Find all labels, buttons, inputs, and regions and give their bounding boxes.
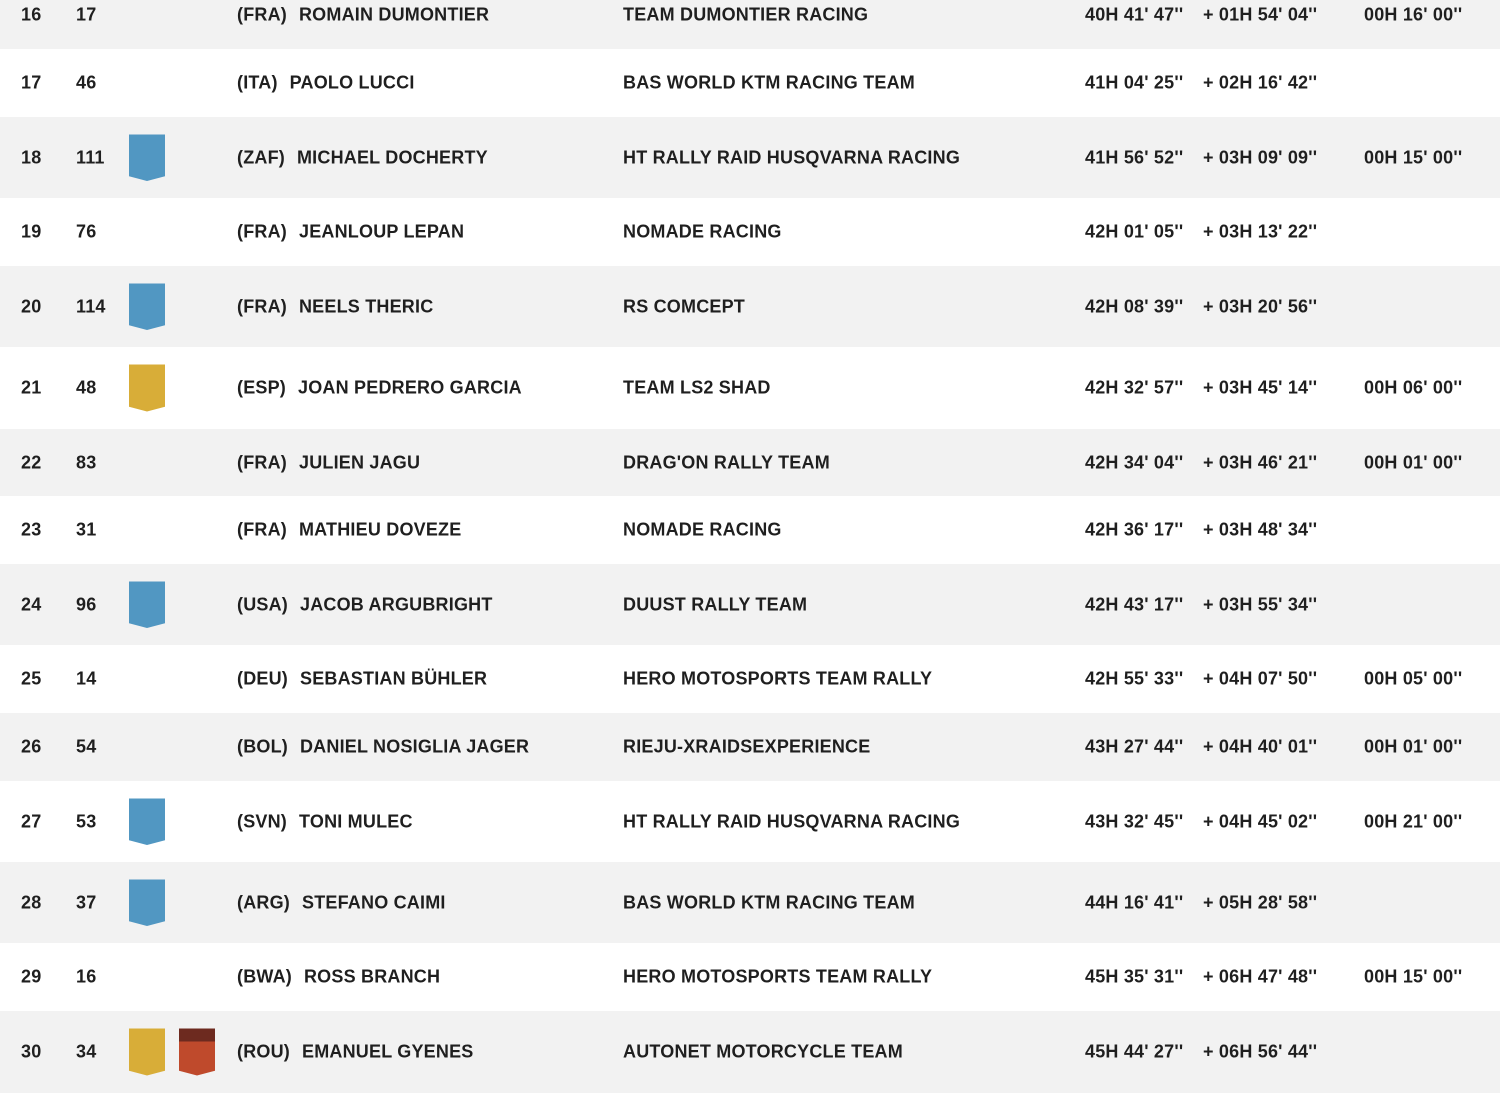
bike-number-cell: 111 — [76, 147, 105, 167]
bike-number-cell: 48 — [76, 377, 97, 398]
table-row[interactable] — [0, 266, 1500, 347]
gap-cell: + 03H 09' 09'' — [1203, 147, 1318, 167]
nationality-cell: (FRA) — [237, 296, 287, 316]
gold-category-badge-icon — [129, 1029, 165, 1076]
bike-number-cell: 76 — [76, 221, 97, 242]
gap-cell: + 06H 47' 48'' — [1203, 966, 1318, 987]
rider-cell — [237, 892, 446, 913]
total-time-cell: 42H 32' 57'' — [1085, 377, 1184, 398]
gap-cell: + 02H 16' 42'' — [1203, 72, 1318, 93]
penalty-cell: 00H 05' 00'' — [1364, 668, 1463, 689]
total-time-cell: 42H 08' 39'' — [1085, 296, 1184, 316]
nationality-cell: (ROU) — [237, 1041, 290, 1062]
nationality-cell: (FRA) — [237, 519, 287, 540]
total-time-cell: 42H 01' 05'' — [1085, 221, 1184, 242]
penalty-cell: 00H 01' 00'' — [1364, 736, 1463, 757]
rider-name[interactable]: TONI MULEC — [299, 811, 413, 831]
rider-name[interactable]: MICHAEL DOCHERTY — [296, 147, 488, 167]
position-cell: 26 — [21, 736, 42, 757]
rider-name[interactable]: JULIEN JAGU — [298, 452, 421, 472]
total-time-cell: 43H 27' 44'' — [1085, 736, 1184, 757]
rider-name[interactable]: EMANUEL GYENES — [302, 1041, 474, 1062]
nationality-cell: (BOL) — [237, 736, 288, 757]
table-row[interactable] — [0, 0, 1500, 49]
table-row[interactable] — [0, 429, 1500, 496]
rider-cell — [237, 452, 420, 473]
rider-cell — [237, 811, 413, 832]
team-cell: HT RALLY RAID HUSQVARNA RACING — [623, 811, 961, 831]
rider-cell — [237, 222, 464, 243]
bike-number-cell: 53 — [76, 811, 97, 831]
rider-cell — [237, 378, 522, 399]
gap-cell: + 03H 55' 34'' — [1203, 594, 1318, 614]
gold-category-badge-icon — [129, 365, 165, 412]
rider-name[interactable]: STEFANO CAIMI — [302, 892, 446, 912]
penalty-cell: 00H 15' 00'' — [1364, 147, 1463, 167]
team-cell: RIEJU-XRAIDSEXPERIENCE — [623, 736, 871, 757]
table-row[interactable] — [0, 49, 1500, 117]
bike-number-cell: 114 — [76, 296, 106, 316]
table-row[interactable] — [0, 198, 1500, 266]
penalty-cell: 00H 15' 00'' — [1364, 966, 1463, 987]
gap-cell: + 03H 46' 21'' — [1203, 452, 1318, 472]
bike-number-cell: 34 — [76, 1041, 97, 1062]
position-cell: 25 — [21, 668, 42, 689]
team-cell: BAS WORLD KTM RACING TEAM — [623, 72, 915, 93]
blue-category-badge-icon — [129, 798, 165, 845]
rider-name[interactable]: NEELS THERIC — [298, 296, 434, 316]
position-cell: 28 — [21, 892, 42, 912]
total-time-cell: 44H 16' 41'' — [1085, 892, 1184, 912]
bike-number-cell: 17 — [76, 4, 97, 24]
team-cell: DUUST RALLY TEAM — [623, 594, 808, 614]
rider-cell — [237, 737, 529, 758]
total-time-cell: 45H 44' 27'' — [1085, 1041, 1184, 1062]
bike-number-cell: 16 — [76, 966, 97, 987]
table-row[interactable] — [0, 347, 1500, 429]
team-cell: DRAG'ON RALLY TEAM — [623, 452, 830, 472]
nationality-cell: (SVN) — [237, 811, 287, 831]
penalty-cell: 00H 21' 00'' — [1364, 811, 1463, 831]
team-cell: RS COMCEPT — [623, 296, 746, 316]
position-cell: 29 — [21, 966, 42, 987]
nationality-cell: (FRA) — [237, 4, 287, 24]
gap-cell: + 06H 56' 44'' — [1203, 1041, 1318, 1062]
team-cell: TEAM DUMONTIER RACING — [623, 4, 869, 24]
rider-cell — [237, 594, 493, 615]
team-cell: TEAM LS2 SHAD — [623, 377, 771, 398]
position-cell: 27 — [21, 811, 42, 831]
position-cell: 22 — [21, 452, 42, 472]
position-cell: 18 — [21, 147, 42, 167]
blue-category-badge-icon — [129, 134, 165, 181]
penalty-cell: 00H 16' 00'' — [1364, 4, 1463, 24]
table-row[interactable] — [0, 781, 1500, 862]
team-cell: HERO MOTOSPORTS TEAM RALLY — [623, 966, 933, 987]
total-time-cell: 42H 34' 04'' — [1085, 452, 1184, 472]
position-cell: 20 — [21, 296, 42, 316]
team-cell: HT RALLY RAID HUSQVARNA RACING — [623, 147, 961, 167]
total-time-cell: 41H 04' 25'' — [1085, 72, 1184, 93]
rider-cell — [237, 296, 433, 317]
table-row[interactable] — [0, 713, 1500, 781]
nationality-cell: (USA) — [237, 594, 288, 614]
team-cell: HERO MOTOSPORTS TEAM RALLY — [623, 668, 933, 689]
rider-name[interactable]: JACOB ARGUBRIGHT — [300, 594, 493, 614]
position-cell: 16 — [21, 4, 42, 24]
table-row[interactable] — [0, 117, 1500, 198]
gap-cell: + 03H 45' 14'' — [1203, 377, 1318, 398]
nationality-cell: (ESP) — [237, 377, 287, 398]
rider-cell — [237, 1042, 474, 1063]
bike-number-cell: 37 — [76, 892, 97, 912]
bike-number-cell: 31 — [76, 519, 97, 540]
penalty-cell: 00H 06' 00'' — [1364, 377, 1463, 398]
rider-cell — [237, 4, 489, 25]
table-row[interactable] — [0, 564, 1500, 645]
rider-cell — [237, 73, 415, 94]
bike-number-cell: 14 — [76, 668, 97, 689]
table-row[interactable] — [0, 862, 1500, 943]
team-cell: NOMADE RACING — [623, 221, 782, 242]
table-row[interactable] — [0, 1011, 1500, 1093]
table-row[interactable] — [0, 496, 1500, 564]
bike-number-cell: 54 — [76, 736, 97, 757]
gap-cell: + 04H 07' 50'' — [1203, 668, 1318, 689]
total-time-cell: 42H 43' 17'' — [1085, 594, 1184, 614]
blue-category-badge-icon — [129, 283, 165, 330]
table-row[interactable] — [0, 943, 1500, 1011]
total-time-cell: 45H 35' 31'' — [1085, 966, 1184, 987]
position-cell: 30 — [21, 1041, 42, 1062]
nationality-cell: (BWA) — [237, 966, 292, 987]
rider-name[interactable]: SEBASTIAN BÜHLER — [300, 668, 488, 689]
gap-cell: + 01H 54' 04'' — [1203, 4, 1318, 24]
blue-category-badge-icon — [129, 879, 165, 926]
position-cell: 17 — [21, 72, 42, 93]
gap-cell: + 04H 45' 02'' — [1203, 811, 1318, 831]
rider-name[interactable]: ROSS BRANCH — [303, 966, 441, 987]
position-cell: 19 — [21, 221, 42, 242]
gap-cell: + 03H 48' 34'' — [1203, 519, 1318, 540]
rider-cell — [237, 520, 461, 541]
nationality-cell: (ARG) — [237, 892, 290, 912]
penalty-cell: 00H 01' 00'' — [1364, 452, 1463, 472]
red-category-badge-icon — [179, 1029, 215, 1076]
total-time-cell: 42H 36' 17'' — [1085, 519, 1184, 540]
rider-name[interactable]: DANIEL NOSIGLIA JAGER — [299, 736, 530, 757]
gap-cell: + 05H 28' 58'' — [1203, 892, 1318, 912]
total-time-cell: 40H 41' 47'' — [1085, 4, 1184, 24]
team-cell: AUTONET MOTORCYCLE TEAM — [623, 1041, 903, 1062]
rider-name[interactable]: JEANLOUP LEPAN — [298, 221, 465, 242]
table-row[interactable] — [0, 645, 1500, 713]
rider-cell — [237, 147, 488, 168]
gap-cell: + 03H 13' 22'' — [1203, 221, 1318, 242]
rider-name[interactable]: JOAN PEDRERO GARCIA — [298, 377, 522, 398]
nationality-cell: (ITA) — [237, 72, 278, 93]
blue-category-badge-icon — [129, 581, 165, 628]
total-time-cell: 41H 56' 52'' — [1085, 147, 1184, 167]
total-time-cell: 43H 32' 45'' — [1085, 811, 1184, 831]
nationality-cell: (DEU) — [237, 668, 288, 689]
nationality-cell: (FRA) — [237, 221, 287, 242]
bike-number-cell: 46 — [76, 72, 97, 93]
nationality-cell: (ZAF) — [237, 147, 285, 167]
total-time-cell: 42H 55' 33'' — [1085, 668, 1184, 689]
position-cell: 21 — [21, 377, 42, 398]
rider-name[interactable]: MATHIEU DOVEZE — [298, 519, 462, 540]
bike-number-cell: 96 — [76, 594, 97, 614]
bike-number-cell: 83 — [76, 452, 97, 472]
rider-cell — [237, 967, 440, 988]
rider-cell — [237, 669, 487, 690]
nationality-cell: (FRA) — [237, 452, 287, 472]
team-cell: NOMADE RACING — [623, 519, 782, 540]
gap-cell: + 03H 20' 56'' — [1203, 296, 1318, 316]
rider-name[interactable]: ROMAIN DUMONTIER — [298, 4, 490, 24]
gap-cell: + 04H 40' 01'' — [1203, 736, 1318, 757]
position-cell: 23 — [21, 519, 42, 540]
team-cell: BAS WORLD KTM RACING TEAM — [623, 892, 915, 912]
position-cell: 24 — [21, 594, 42, 614]
rider-name[interactable]: PAOLO LUCCI — [289, 72, 415, 93]
